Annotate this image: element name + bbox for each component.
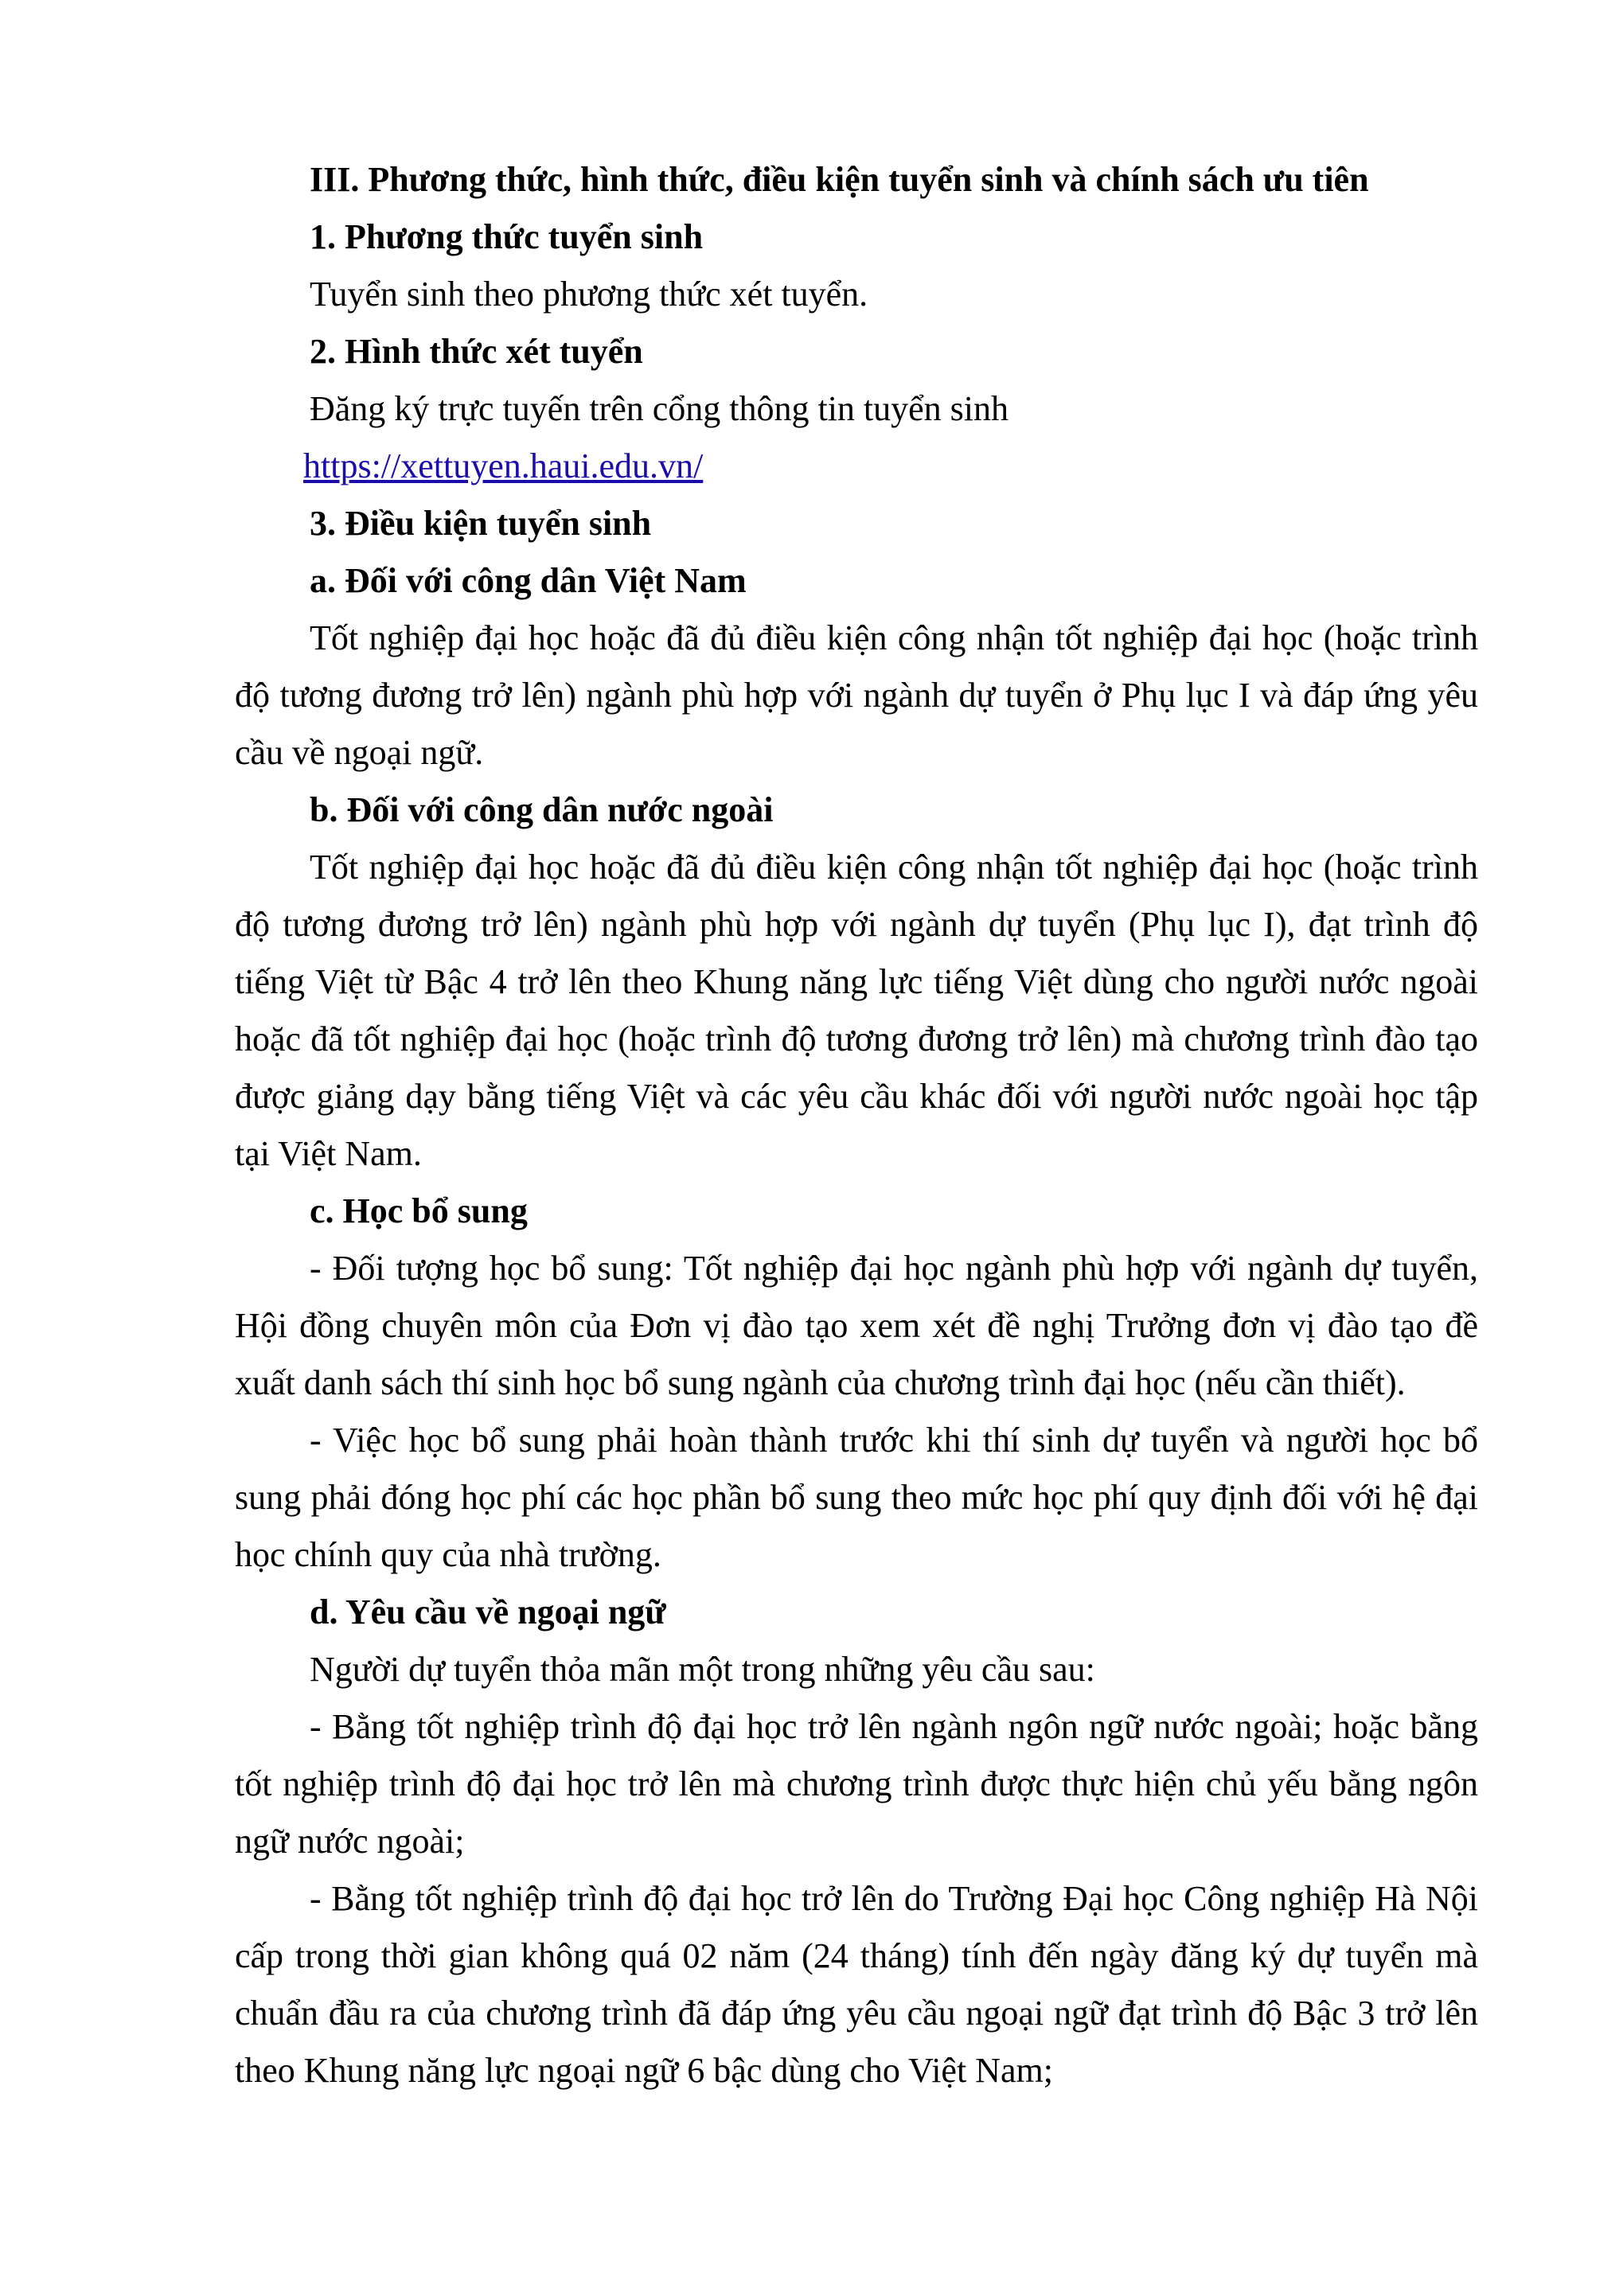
language-requirement-2: - Bằng tốt nghiệp trình độ đại học trở lên do Trường Đại học Công nghiệp Hà Nội cấp trong thời gian không quá 02 năm (24 tháng) tính đến ngày đăng ký dự tuyển mà chuẩn đầu ra của chương trình đã đáp ứng yêu cầu ngoại ngữ đạt trình độ Bậc 3 trở lên theo Khung năng lực ngoại ngữ 6 bậc dùng cho Việt Nam; bbox=[235, 1879, 1478, 2090]
admission-portal-link[interactable]: https://xettuyen.haui.edu.vn/ bbox=[303, 446, 704, 485]
method-heading: 1. Phương thức tuyển sinh bbox=[310, 217, 704, 256]
section-title: III. Phương thức, hình thức, điều kiện tuyển sinh và chính sách ưu tiên bbox=[310, 160, 1369, 199]
supplementary-heading: c. Học bổ sung bbox=[310, 1191, 528, 1230]
vn-citizens-paragraph: Tốt nghiệp đại học hoặc đã đủ điều kiện công nhận tốt nghiệp đại học (hoặc trình độ tương đương trở lên) ngành phù hợp với ngành dự tuyển ở Phụ lục I và đáp ứng yêu cầu về ngoại ngữ. bbox=[235, 618, 1478, 772]
supplementary-paragraph-2: - Việc học bổ sung phải hoàn thành trước khi thí sinh dự tuyển và người học bổ sung phải đóng học phí các học phần bổ sung theo mức học phí quy định đối với hệ đại học chính quy của nhà trường. bbox=[235, 1421, 1478, 1574]
document-body bbox=[235, 151, 1478, 2099]
conditions-heading: 3. Điều kiện tuyển sinh bbox=[310, 504, 652, 543]
language-requirement-1: - Bằng tốt nghiệp trình độ đại học trở lên ngành ngôn ngữ nước ngoài; hoặc bằng tốt nghiệp trình độ đại học trở lên mà chương trình được thực hiện chủ yếu bằng ngôn ngữ nước ngoài; bbox=[235, 1707, 1478, 1861]
foreign-citizens-heading: b. Đối với công dân nước ngoài bbox=[310, 790, 774, 829]
form-link-line bbox=[235, 438, 1478, 495]
vn-citizens-heading: a. Đối với công dân Việt Nam bbox=[310, 561, 747, 600]
foreign-citizens-paragraph: Tốt nghiệp đại học hoặc đã đủ điều kiện công nhận tốt nghiệp đại học (hoặc trình độ tương đương trở lên) ngành phù hợp với ngành dự tuyển (Phụ lục I), đạt trình độ tiếng Việt từ Bậc 4 trở lên theo Khung năng lực tiếng Việt dùng cho người nước ngoài hoặc đã tốt nghiệp đại học (hoặc trình độ tương đương trở lên) mà chương trình đào tạo được giảng dạy bằng tiếng Việt và các yêu cầu khác đối với người nước ngoài học tập tại Việt Nam. bbox=[235, 848, 1478, 1173]
method-text: Tuyển sinh theo phương thức xét tuyển. bbox=[310, 275, 868, 314]
language-heading: d. Yêu cầu về ngoại ngữ bbox=[310, 1592, 666, 1631]
form-text: Đăng ký trực tuyến trên cổng thông tin tuyển sinh bbox=[310, 389, 1009, 428]
language-intro: Người dự tuyển thỏa mãn một trong những yêu cầu sau: bbox=[310, 1650, 1095, 1689]
supplementary-paragraph-1: - Đối tượng học bổ sung: Tốt nghiệp đại học ngành phù hợp với ngành dự tuyển, Hội đồng chuyên môn của Đơn vị đào tạo xem xét đề nghị Trưởng đơn vị đào tạo đề xuất danh sách thí sinh học bổ sung ngành của chương trình đại học (nếu cần thiết). bbox=[235, 1249, 1478, 1402]
form-heading: 2. Hình thức xét tuyển bbox=[310, 332, 643, 371]
